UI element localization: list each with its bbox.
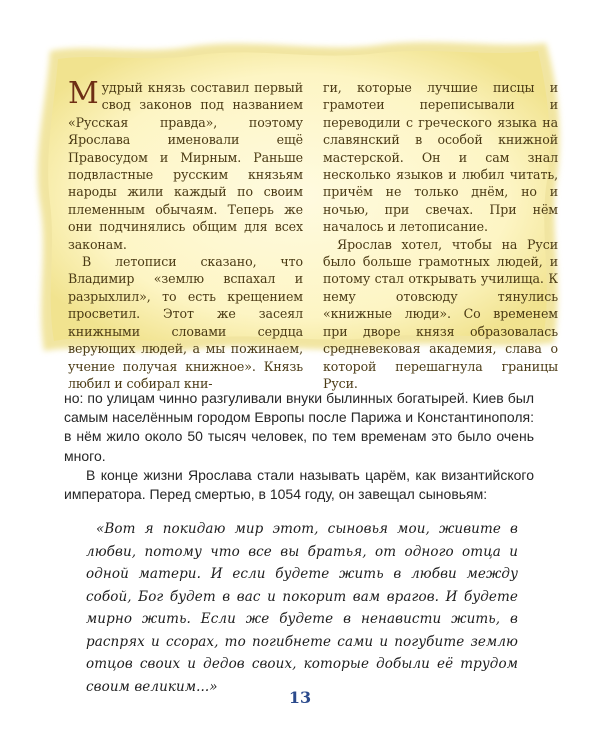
- parchment-right-p1: ги, которые лучшие писцы и грамотеи переписывали и переводили с греческого языка на славянский в особой книжной мастерской. Он и сам знал несколько языков и любил читать, причём не только днём, но и ночью, при свечах. При нём началось и летописание.: [323, 80, 558, 235]
- parchment-right-p2: Ярослав хотел, чтобы на Руси было больше грамотных людей, и потому стал открывать училища. К нему отовсюду тянулись «книжные люди». Со временем при дворе князя образовалась средневековая академия, слава о которой перешагнула границы Руси.: [323, 236, 558, 391]
- parchment-scroll: [18, 25, 578, 391]
- body-paragraph-1: но: по улицам чинно разгуливали внуки былинных богатырей. Киев был самым населённым городом Европы после Парижа и Константинополя: в нём жило около 50 тысяч человек, по тем временам это было очень много.: [64, 390, 534, 464]
- parchment-paragraph: [68, 76, 303, 253]
- page-number: 13: [288, 688, 312, 707]
- parchment-left-column: [68, 76, 303, 391]
- parchment-right-column: [323, 79, 558, 391]
- body-paragraph-2: В конце жизни Ярослава стали называть царём, как византийского императора. Перед смертью, в 1054 году, он завещал сыновьям:: [64, 466, 534, 503]
- parchment-text: [68, 76, 558, 391]
- drop-cap: М: [68, 76, 99, 111]
- parchment-left-p2: В летописи сказано, что Владимир «землю вспахал и разрыхлил», то есть крещением просветил. Этот же засеял книжными словами сердца верующих людей, а мы пожинаем, учение получая книжное». Князь любил и собирал кни-: [68, 254, 303, 391]
- testament-quote: [86, 518, 518, 698]
- body-text: [64, 389, 534, 504]
- quote-text: «Вот я покидаю мир этот, сыновья мои, живите в любви, потому что все вы братья, от одного отца и одной матери. И если будете жить в любви между собой, Бог будет в вас и покорит вам врагов. И будете мирно жить. Если же будете в ненависти жить, в распрях и ссорах, то погибнете сами и погубите землю отцов своих и дедов своих, которые добыли её трудом своим великим...»: [86, 521, 518, 695]
- parchment-left-p1: удрый князь составил первый свод законов под названием «Русская правда», поэтому Ярослава именовали ещё Правосудом и Мирным. Раньше подвластные русским князьям народы жили каждый по своим племенным обычаям. Теперь же они подчинялись общим для всех законам.: [68, 80, 303, 252]
